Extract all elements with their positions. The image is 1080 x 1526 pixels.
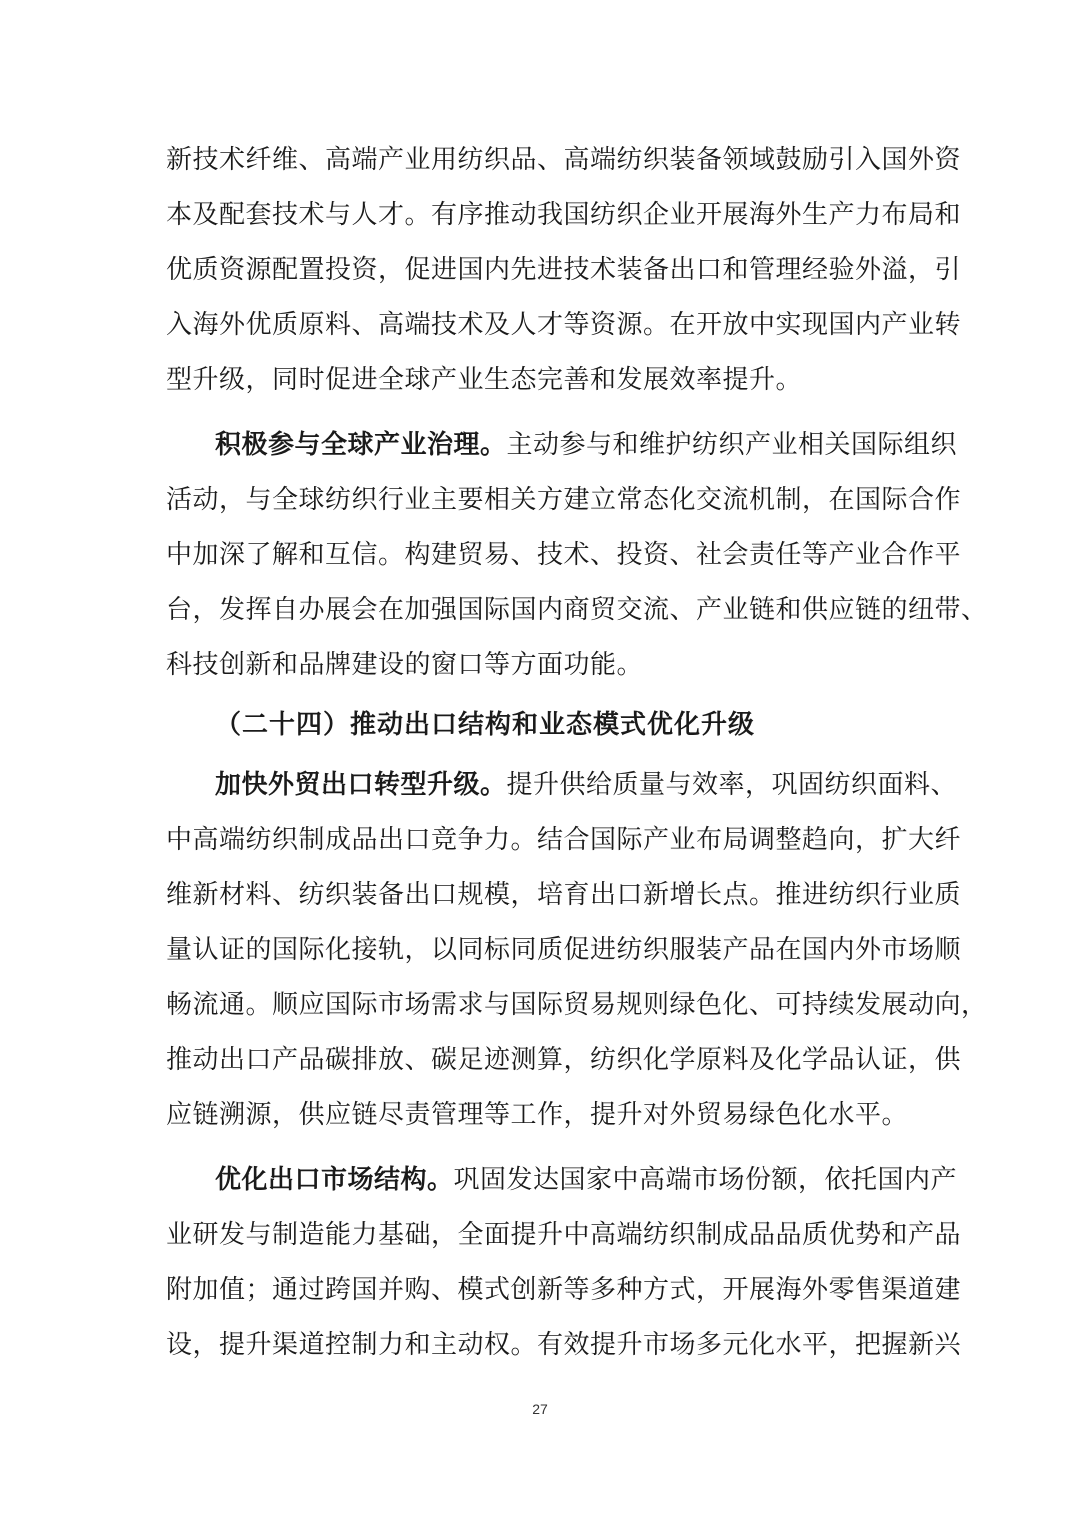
paragraph-line: 入海外优质原料、高端技术及人才等资源。在开放中实现国内产业转 bbox=[166, 310, 962, 340]
paragraph-line: 畅流通。顺应国际市场需求与国际贸易规则绿色化、可持续发展动向， bbox=[166, 990, 988, 1020]
paragraph-first-line bbox=[215, 765, 958, 805]
paragraph-lead-heading: 积极参与全球产业治理。 bbox=[215, 430, 507, 460]
paragraph-line: 台，发挥自办展会在加强国际国内商贸交流、产业链和供应链的纽带、 bbox=[166, 595, 988, 625]
page-number: 27 bbox=[532, 1401, 548, 1417]
paragraph-line: 新技术纤维、高端产业用纺织品、高端纺织装备领域鼓励引入国外资 bbox=[166, 145, 962, 175]
paragraph-first-line-text: 主动参与和维护纺织产业相关国际组织 bbox=[506, 430, 958, 460]
paragraph-line: 型升级，同时促进全球产业生态完善和发展效率提升。 bbox=[166, 365, 803, 395]
paragraph-line: 维新材料、纺织装备出口规模，培育出口新增长点。推进纺织行业质 bbox=[166, 880, 962, 910]
paragraph-line: 业研发与制造能力基础，全面提升中高端纺织制成品品质优势和产品 bbox=[166, 1220, 962, 1250]
paragraph-lead-heading: 加快外贸出口转型升级。 bbox=[215, 770, 507, 800]
paragraph-first-line-text: 提升供给质量与效率，巩固纺织面料、 bbox=[506, 770, 958, 800]
paragraph-line: 科技创新和品牌建设的窗口等方面功能。 bbox=[166, 650, 644, 680]
paragraph-line: 设，提升渠道控制力和主动权。有效提升市场多元化水平，把握新兴 bbox=[166, 1330, 962, 1360]
paragraph-line: 附加值；通过跨国并购、模式创新等多种方式，开展海外零售渠道建 bbox=[166, 1275, 962, 1305]
paragraph-line: 应链溯源，供应链尽责管理等工作，提升对外贸易绿色化水平。 bbox=[166, 1100, 909, 1130]
paragraph-line: 活动，与全球纺织行业主要相关方建立常态化交流机制，在国际合作 bbox=[166, 485, 962, 515]
paragraph-line: 中高端纺织制成品出口竞争力。结合国际产业布局调整趋向，扩大纤 bbox=[166, 825, 962, 855]
section-heading: （二十四）推动出口结构和业态模式优化升级 bbox=[215, 710, 756, 740]
paragraph-line: 量认证的国际化接轨，以同标同质促进纺织服装产品在国内外市场顺 bbox=[166, 935, 962, 965]
paragraph-first-line-text: 巩固发达国家中高端市场份额，依托国内产 bbox=[453, 1165, 958, 1195]
paragraph-line: 推动出口产品碳排放、碳足迹测算，纺织化学原料及化学品认证，供 bbox=[166, 1045, 962, 1075]
paragraph-line: 优质资源配置投资，促进国内先进技术装备出口和管理经验外溢，引 bbox=[166, 255, 962, 285]
paragraph-line: 本及配套技术与人才。有序推动我国纺织企业开展海外生产力布局和 bbox=[166, 200, 962, 230]
paragraph-line: 中加深了解和互信。构建贸易、技术、投资、社会责任等产业合作平 bbox=[166, 540, 962, 570]
paragraph-first-line bbox=[215, 1160, 958, 1200]
paragraph-lead-heading: 优化出口市场结构。 bbox=[215, 1165, 454, 1195]
paragraph-first-line bbox=[215, 425, 958, 465]
